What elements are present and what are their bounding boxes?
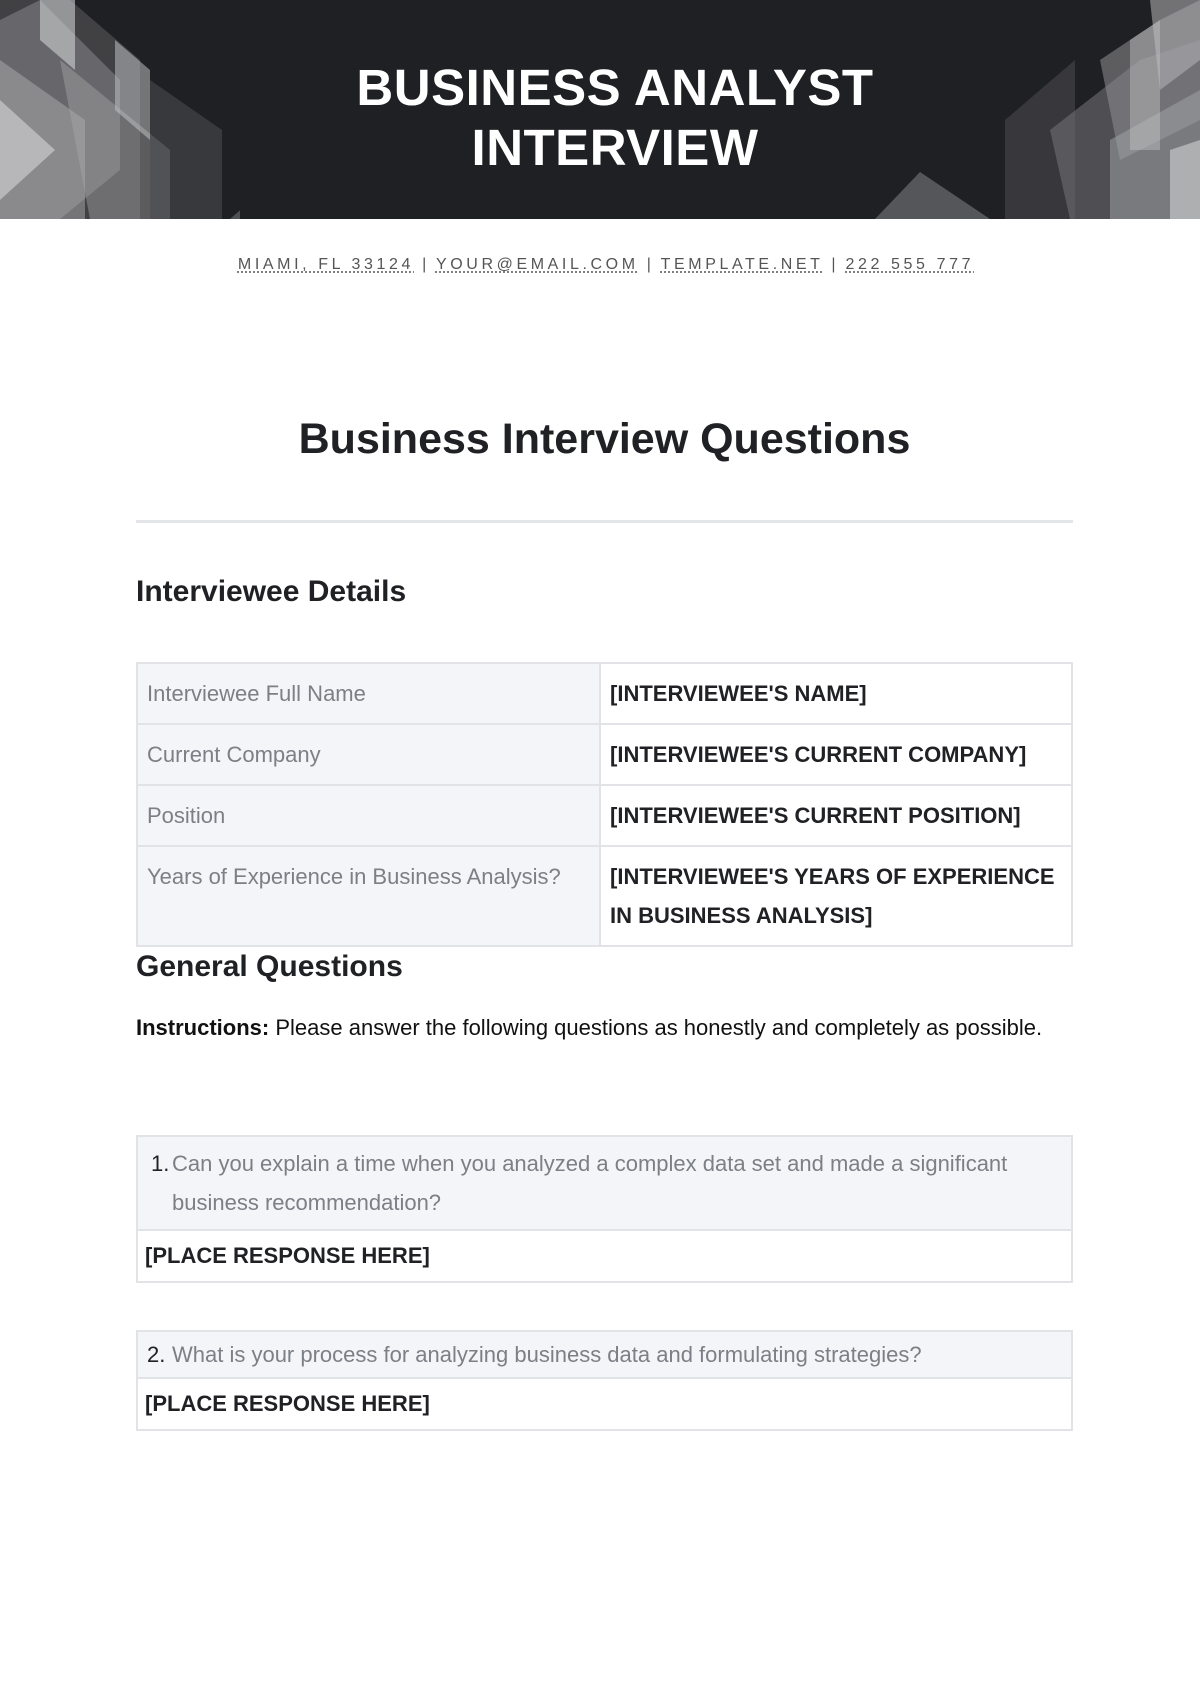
question-card bbox=[136, 1135, 1073, 1283]
header-title-line2: INTERVIEW bbox=[471, 119, 759, 176]
response-field[interactable]: [PLACE RESPONSE HERE] bbox=[145, 1243, 430, 1268]
header-title-line1: BUSINESS ANALYST bbox=[356, 59, 874, 116]
contact-phone[interactable]: 222 555 777 bbox=[845, 256, 975, 273]
detail-value[interactable]: [INTERVIEWEE'S CURRENT POSITION] bbox=[600, 785, 1072, 846]
question-text: What is your process for analyzing business data and formulating strategies? bbox=[172, 1342, 922, 1367]
question-card bbox=[136, 1330, 1073, 1431]
detail-label: Years of Experience in Business Analysis? bbox=[137, 846, 600, 946]
contact-line bbox=[0, 256, 1200, 274]
table-row bbox=[137, 785, 1072, 846]
instructions-body: Please answer the following questions as honestly and completely as possible. bbox=[269, 1015, 1043, 1040]
question-text: Can you explain a time when you analyzed a complex data set and made a significant business recommendation? bbox=[172, 1151, 1008, 1215]
detail-value[interactable]: [INTERVIEWEE'S YEARS OF EXPERIENCE IN BUSINESS ANALYSIS] bbox=[600, 846, 1072, 946]
detail-label: Position bbox=[137, 785, 600, 846]
response-field[interactable]: [PLACE RESPONSE HERE] bbox=[145, 1391, 430, 1416]
table-row bbox=[137, 663, 1072, 724]
table-row bbox=[137, 846, 1072, 946]
interviewee-details-heading: Interviewee Details bbox=[136, 575, 407, 608]
detail-value[interactable]: [INTERVIEWEE'S CURRENT COMPANY] bbox=[600, 724, 1072, 785]
detail-label: Interviewee Full Name bbox=[137, 663, 600, 724]
question-text-row bbox=[138, 1332, 1071, 1379]
question-text-row bbox=[138, 1137, 1071, 1231]
contact-email[interactable]: YOUR@EMAIL.COM bbox=[435, 256, 639, 273]
question-number: 1. bbox=[151, 1151, 170, 1176]
table-row bbox=[137, 724, 1072, 785]
interviewee-details-table bbox=[136, 662, 1073, 947]
contact-separator: | bbox=[422, 256, 429, 273]
detail-value[interactable]: [INTERVIEWEE'S NAME] bbox=[600, 663, 1072, 724]
title-divider bbox=[136, 520, 1073, 523]
contact-website[interactable]: TEMPLATE.NET bbox=[660, 256, 824, 273]
detail-label: Current Company bbox=[137, 724, 600, 785]
contact-separator: | bbox=[831, 256, 838, 273]
contact-address[interactable]: MIAMI, FL 33124 bbox=[237, 256, 415, 273]
header-banner bbox=[0, 0, 1200, 219]
contact-separator: | bbox=[646, 256, 653, 273]
page-title: Business Interview Questions bbox=[298, 415, 911, 463]
instructions-label: Instructions: bbox=[136, 1015, 270, 1040]
question-number: 2. bbox=[147, 1342, 166, 1367]
general-questions-heading: General Questions bbox=[136, 950, 403, 983]
instructions-text bbox=[136, 1008, 1073, 1047]
document-header-title bbox=[0, 58, 1200, 178]
